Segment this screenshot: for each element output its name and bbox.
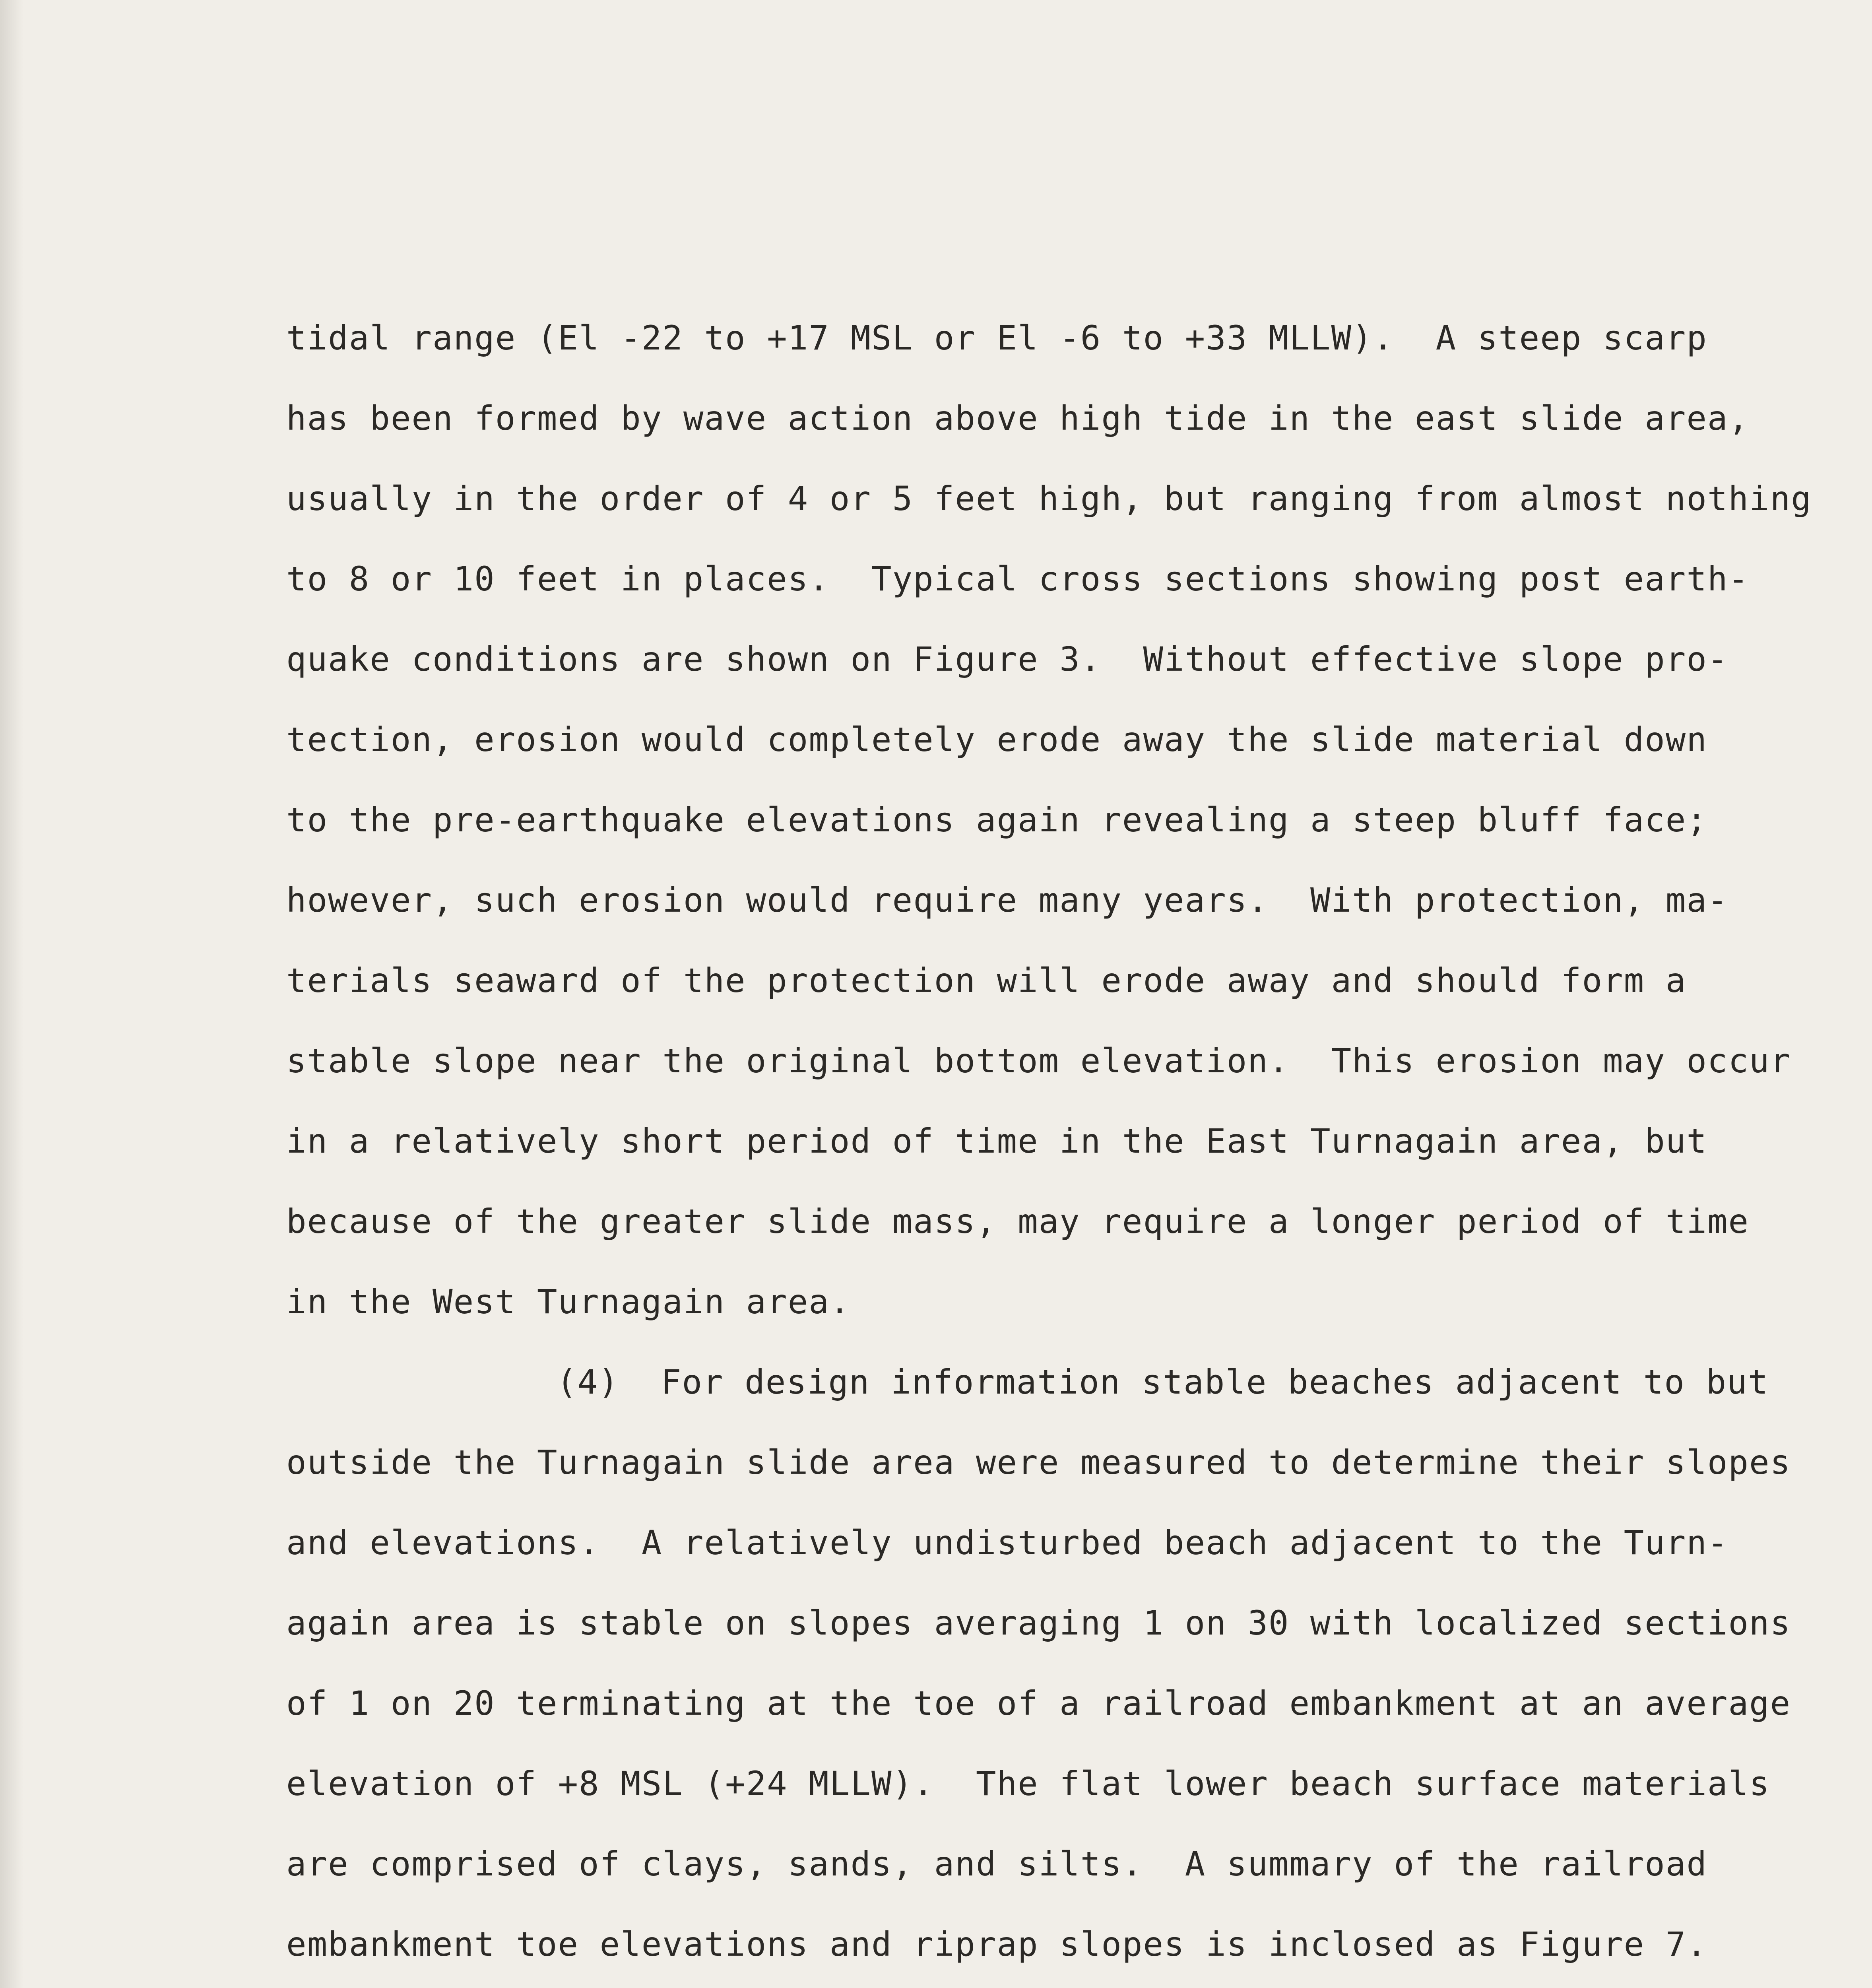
text-line: has been formed by wave action above high tide in the east slide area, — [286, 399, 1750, 438]
text-line: of 1 on 20 terminating at the toe of a railroad embankment at an average — [286, 1684, 1791, 1723]
text-line: tection, erosion would completely erode away the slide material down — [286, 720, 1707, 759]
text-line: tidal range (El -22 to +17 MSL or El -6 to +33 MLLW). A steep scarp — [286, 318, 1707, 357]
text-line: in a relatively short period of time in the East Turnagain area, but — [286, 1122, 1707, 1161]
text-line: terials seaward of the protection will erode away and should form a — [286, 961, 1687, 1000]
text-line: stable slope near the original bottom elevation. This erosion may occur — [286, 1041, 1791, 1080]
page-edge-shadow — [0, 0, 24, 1988]
text-line: however, such erosion would require many years. With protection, ma- — [286, 881, 1728, 920]
text-line: usually in the order of 4 or 5 feet high, but ranging from almost nothing — [286, 479, 1812, 518]
text-line: because of the greater slide mass, may require a longer period of time — [286, 1202, 1750, 1241]
text-line: are comprised of clays, sands, and silts. A summary of the railroad — [286, 1844, 1707, 1883]
text-line: and elevations. A relatively undisturbed beach adjacent to the Turn- — [286, 1523, 1728, 1562]
text-line: quake conditions are shown on Figure 3. Without effective slope pro- — [286, 640, 1728, 679]
text-line: embankment toe elevations and riprap slopes is inclosed as Figure 7. — [286, 1925, 1707, 1964]
body-text — [286, 318, 1812, 1988]
paragraph-start-line: (4) For design information stable beaches adjacent to but — [557, 1363, 1769, 1402]
text-line: outside the Turnagain slide area were measured to determine their slopes — [286, 1443, 1791, 1482]
text-line: to the pre-earthquake elevations again revealing a steep bluff face; — [286, 800, 1707, 839]
text-line: to 8 or 10 feet in places. Typical cross sections showing post earth- — [286, 559, 1750, 598]
text-line: again area is stable on slopes averaging 1 on 30 with localized sections — [286, 1604, 1791, 1642]
text-line: in the West Turnagain area. — [286, 1282, 851, 1321]
text-line: elevation of +8 MSL (+24 MLLW). The flat lower beach surface materials — [286, 1764, 1770, 1803]
